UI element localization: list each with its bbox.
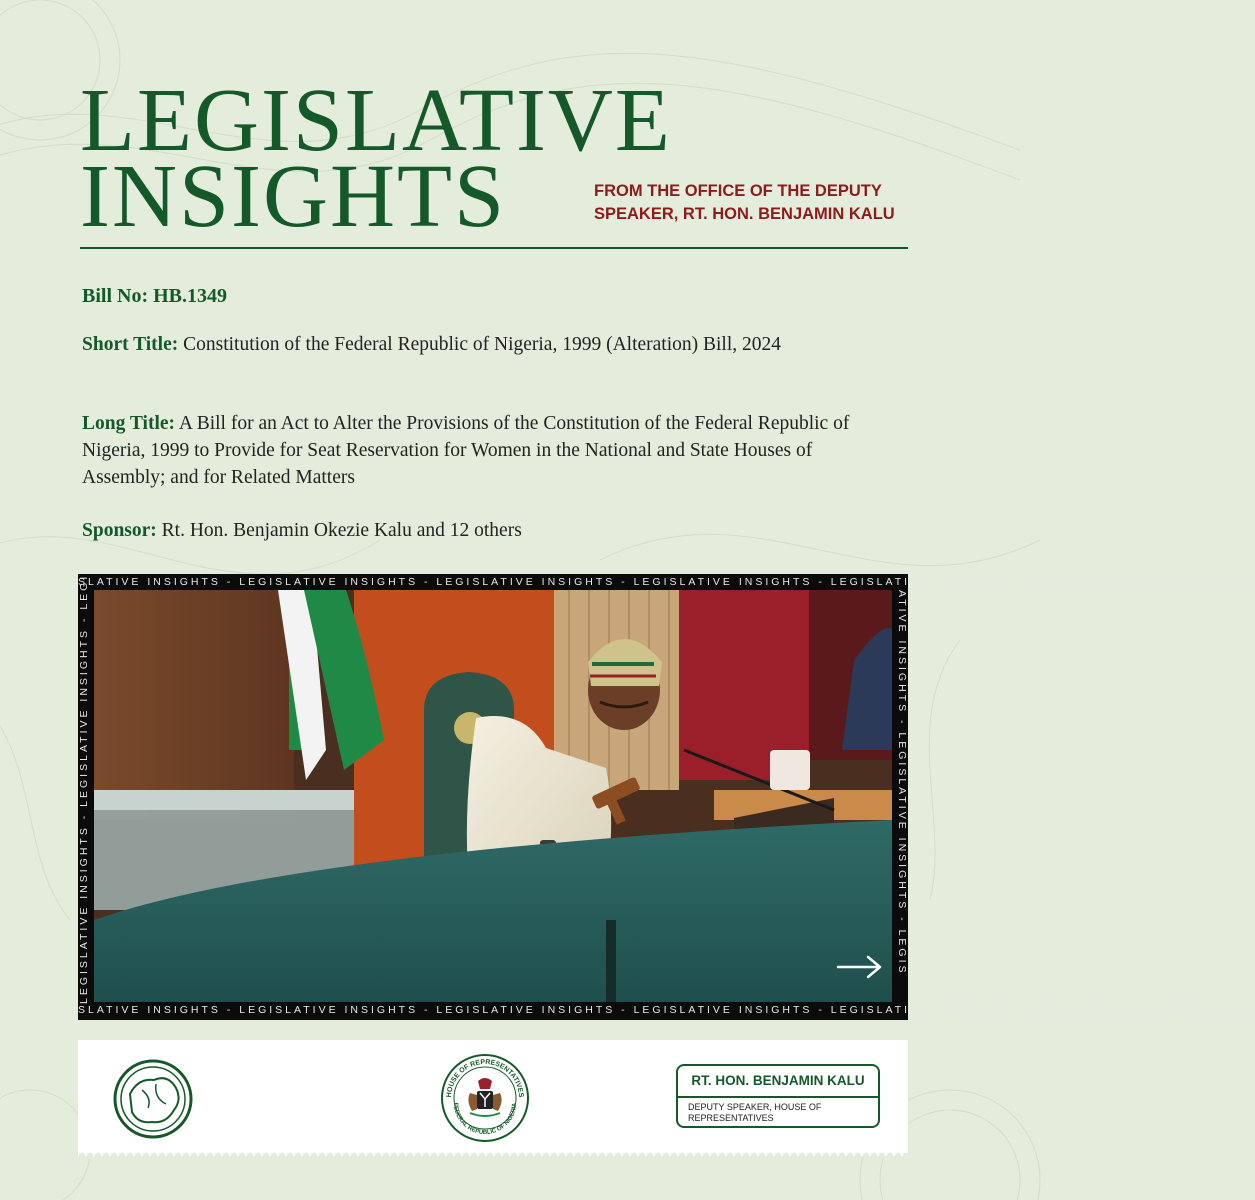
short-title-text: Constitution of the Federal Republic of Nigeria, 1999 (Alteration) Bill, 2024 <box>183 334 782 355</box>
short-title-label: Short Title: <box>82 334 179 355</box>
photo-frame <box>78 563 1255 1020</box>
seal-text-top: HOUSE OF REPRESENTATIVES <box>445 1058 525 1098</box>
photo-border-text-left: LEGISLATIVE INSIGHTS - LEGISLATIVE INSIGHTS - LEGIS <box>78 563 90 1004</box>
speaker-name: RT. HON. BENJAMIN KALU <box>678 1066 878 1098</box>
footer-card <box>78 1040 908 1156</box>
photo-border-text-bottom: SLATIVE INSIGHTS - LEGISLATIVE INSIGHTS - LEGISLATIVE INSIGHTS - LEGISLATIVE INSIGHTS - LEGISLATIVE INSIGHTS - LEGISLATIVE INSIGHTS - LEG <box>78 1004 1255 1016</box>
page-subtitle: FROM THE OFFICE OF THE DEPUTY SPEAKER, RT. HON. BENJAMIN KALU <box>594 182 895 223</box>
short-title-paragraph <box>82 331 888 358</box>
seal-text-bottom: FEDERAL REPUBLIC OF NIGERIA <box>451 1102 519 1137</box>
arrow-right-icon[interactable] <box>836 954 884 980</box>
photo-border-text-right: ATIVE INSIGHTS - LEGISLATIVE INSIGHTS - LEGIS <box>896 590 908 976</box>
speaker-name-card <box>676 1064 880 1128</box>
sponsor-text: Rt. Hon. Benjamin Okezie Kalu and 12 others <box>161 520 522 541</box>
long-title-paragraph <box>82 410 888 491</box>
nigeria-map-logo-icon <box>112 1058 194 1140</box>
photo-border-text-top: SLATIVE INSIGHTS - LEGISLATIVE INSIGHTS - LEGISLATIVE INSIGHTS - LEGISLATIVE INSIGHTS - LEGISLATIVE INSIGHTS - LEGISLATIVE INSIGHTS - LEG <box>78 576 1255 588</box>
footer-edge-bottom <box>78 1152 908 1160</box>
speaker-role: DEPUTY SPEAKER, HOUSE OF REPRESENTATIVES <box>688 1102 822 1123</box>
header-divider <box>80 247 908 249</box>
sponsor-label: Sponsor: <box>82 520 157 541</box>
house-of-representatives-seal-icon <box>440 1053 530 1143</box>
speaker-photo <box>94 590 892 1002</box>
long-title-text: A Bill for an Act to Alter the Provisions of the Constitution of the Federal Republic of Nigeria, 1999 to Provide for Seat Reservation for Women in the National and State Houses of Assembly; and for Related Matters <box>82 413 850 488</box>
sponsor-paragraph <box>82 517 888 544</box>
bill-number: Bill No: HB.1349 <box>82 285 228 307</box>
page-title-line2: INSIGHTS <box>80 147 507 246</box>
page-title-line1: LEGISLATIVE <box>80 71 672 170</box>
long-title-label: Long Title: <box>82 413 176 434</box>
